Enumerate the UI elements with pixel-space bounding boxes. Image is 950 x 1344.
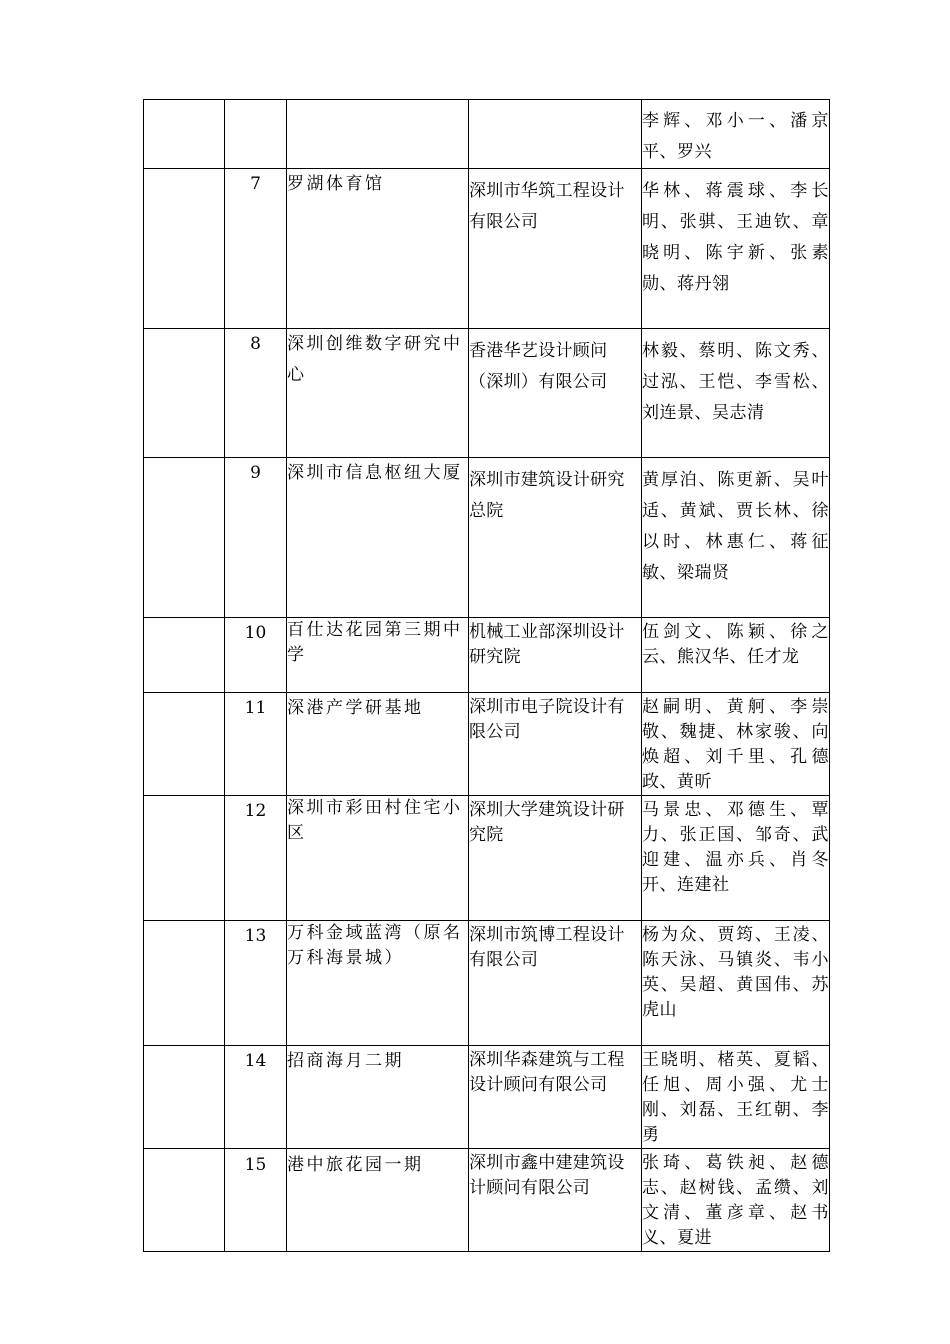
designers: 杨为众、贾筠、王凌、陈天泳、马镇炎、韦小英、吴超、黄国伟、苏虎山 [642, 921, 830, 1046]
project-name: 万科金域蓝湾（原名万科海景城） [287, 921, 469, 1046]
designers: 王晓明、楮英、夏韬、任旭、周小强、尤士刚、刘磊、王红朝、李勇 [642, 1046, 830, 1149]
row-number: 11 [225, 693, 287, 796]
designers: 张琦、葛铁昶、赵德志、赵树钱、孟缵、刘文清、董彦章、赵书义、夏进 [642, 1149, 830, 1252]
project-name: 港中旅花园一期 [287, 1149, 469, 1252]
table-row [144, 329, 830, 458]
row-blank-cell [144, 693, 225, 796]
row-blank-cell [144, 169, 225, 329]
row-blank-cell [144, 1149, 225, 1252]
table-row [144, 618, 830, 693]
row-number: 14 [225, 1046, 287, 1149]
project-name: 招商海月二期 [287, 1046, 469, 1149]
design-unit: 机械工业部深圳设计研究院 [469, 618, 642, 693]
design-unit [469, 100, 642, 169]
row-number: 8 [225, 329, 287, 458]
designers: 华林、蒋震球、李长明、张骐、王迪钦、章晓明、陈宇新、张素勋、蒋丹翎 [642, 169, 830, 329]
row-blank-cell [144, 796, 225, 921]
project-name: 深圳市信息枢纽大厦 [287, 458, 469, 618]
row-blank-cell [144, 329, 225, 458]
row-number: 10 [225, 618, 287, 693]
design-unit: 深圳华森建筑与工程设计顾问有限公司 [469, 1046, 642, 1149]
table-row [144, 1046, 830, 1149]
table-row [144, 169, 830, 329]
table-row [144, 1149, 830, 1252]
table-row [144, 458, 830, 618]
design-unit: 香港华艺设计顾问（深圳）有限公司 [469, 329, 642, 458]
awards-table [143, 99, 830, 1252]
project-name: 百仕达花园第三期中学 [287, 618, 469, 693]
designers: 李辉、邓小一、潘京平、罗兴 [642, 100, 830, 169]
design-unit: 深圳市建筑设计研究总院 [469, 458, 642, 618]
row-blank-cell [144, 1046, 225, 1149]
design-unit: 深圳市鑫中建建筑设计顾问有限公司 [469, 1149, 642, 1252]
designers: 马景忠、邓德生、覃力、张正国、邹奇、武迎建、温亦兵、肖冬开、连建社 [642, 796, 830, 921]
row-number: 13 [225, 921, 287, 1046]
table-row [144, 796, 830, 921]
row-blank-cell [144, 458, 225, 618]
project-name: 深港产学研基地 [287, 693, 469, 796]
design-unit: 深圳市筑博工程设计有限公司 [469, 921, 642, 1046]
designers: 林毅、蔡明、陈文秀、过泓、王恺、李雪松、刘连景、吴志清 [642, 329, 830, 458]
project-name: 深圳市彩田村住宅小区 [287, 796, 469, 921]
row-number: 7 [225, 169, 287, 329]
row-blank-cell [144, 618, 225, 693]
row-number: 15 [225, 1149, 287, 1252]
design-unit: 深圳市电子院设计有限公司 [469, 693, 642, 796]
designers: 黄厚泊、陈更新、吴叶适、黄斌、贾长林、徐以时、林惠仁、蒋征敏、梁瑞贤 [642, 458, 830, 618]
design-unit: 深圳大学建筑设计研究院 [469, 796, 642, 921]
table-row [144, 693, 830, 796]
row-blank-cell [144, 921, 225, 1046]
project-name [287, 100, 469, 169]
row-number [225, 100, 287, 169]
project-name: 罗湖体育馆 [287, 169, 469, 329]
row-blank-cell [144, 100, 225, 169]
designers: 赵嗣明、黄舸、李崇敬、魏捷、林家骏、向焕超、刘千里、孔德政、黄昕 [642, 693, 830, 796]
project-name: 深圳创维数字研究中心 [287, 329, 469, 458]
table-row [144, 921, 830, 1046]
row-number: 12 [225, 796, 287, 921]
designers: 伍剑文、陈颖、徐之云、熊汉华、任才龙 [642, 618, 830, 693]
row-number: 9 [225, 458, 287, 618]
table-row [144, 100, 830, 169]
design-unit: 深圳市华筑工程设计有限公司 [469, 169, 642, 329]
